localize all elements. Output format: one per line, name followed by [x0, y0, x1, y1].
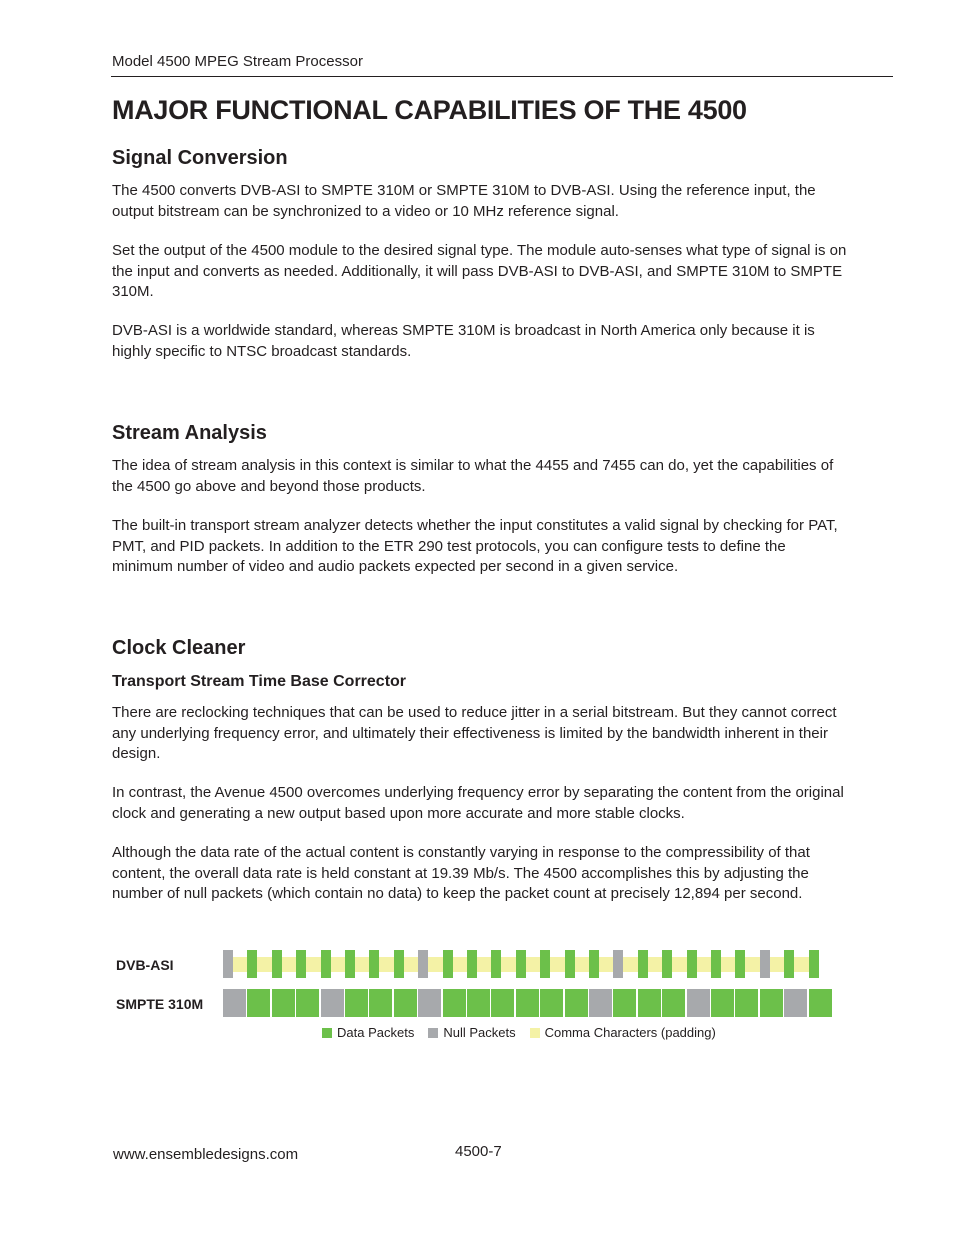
data-packet	[711, 950, 721, 978]
legend-item-null	[428, 1025, 515, 1040]
data-packet	[638, 989, 661, 1017]
comma-character-swatch	[530, 1028, 540, 1038]
data-packet	[809, 950, 819, 978]
null-packet-swatch	[428, 1028, 438, 1038]
null-packet	[321, 989, 344, 1017]
data-packet	[662, 950, 672, 978]
data-packet	[540, 950, 550, 978]
packet-diagram	[112, 945, 842, 1045]
data-packet	[467, 989, 490, 1017]
data-packet	[491, 989, 514, 1017]
data-packet	[589, 950, 599, 978]
clock-cleaner-heading: Clock Cleaner	[112, 637, 246, 659]
signal-conversion-heading: Signal Conversion	[112, 147, 288, 169]
null-packet	[223, 950, 233, 978]
null-packet	[223, 989, 246, 1017]
data-packet	[247, 950, 257, 978]
header-title: Model 4500 MPEG Stream Processor	[112, 53, 363, 70]
legend-label: Data Packets	[337, 1025, 415, 1040]
data-packet	[369, 950, 379, 978]
data-packet	[272, 989, 295, 1017]
legend-item-comma	[530, 1025, 716, 1040]
footer-url: www.ensembledesigns.com	[113, 1146, 299, 1163]
data-packet	[516, 989, 539, 1017]
data-packet	[565, 950, 575, 978]
data-packet	[760, 989, 783, 1017]
null-packet	[418, 989, 441, 1017]
null-packet	[687, 989, 710, 1017]
legend-label: Comma Characters (padding)	[544, 1025, 716, 1040]
stream-analysis-paragraph: The idea of stream analysis in this context is similar to what the 4455 and 7455 can do, yet the capabilities of the 4500 go above and beyond those products.	[112, 457, 834, 495]
page-title: MAJOR FUNCTIONAL CAPABILITIES OF THE 4500	[112, 95, 747, 125]
data-packet	[687, 950, 697, 978]
data-packet	[247, 989, 270, 1017]
data-packet	[516, 950, 526, 978]
data-packet	[369, 989, 392, 1017]
data-packet	[394, 950, 404, 978]
data-packet	[467, 950, 477, 978]
data-packet	[321, 950, 331, 978]
signal-conversion-paragraph: Set the output of the 4500 module to the desired signal type. The module auto-senses what type of signal is on the input and converts as needed. Additionally, it will pass DVB-ASI to DVB-ASI, and SMPTE 310M to SMPTE 310M.	[112, 242, 847, 300]
null-packet	[760, 950, 770, 978]
footer-page-number: 4500-7	[455, 1143, 502, 1160]
data-packet	[491, 950, 501, 978]
data-packet	[296, 950, 306, 978]
data-packet	[394, 989, 417, 1017]
data-packet	[638, 950, 648, 978]
data-packet	[735, 989, 758, 1017]
data-packet	[613, 989, 636, 1017]
clock-cleaner-paragraph: There are reclocking techniques that can be used to reduce jitter in a serial bitstream. But they cannot correct any underlying frequency error, and ultimately their effectiveness is limited by the bandwidth inherent in their design.	[112, 704, 837, 762]
data-packet	[345, 989, 368, 1017]
data-packet	[662, 989, 685, 1017]
null-packet	[589, 989, 612, 1017]
data-packet	[809, 989, 832, 1017]
null-packet	[418, 950, 428, 978]
signal-conversion-paragraph: DVB-ASI is a worldwide standard, whereas SMPTE 310M is broadcast in North America only because it is highly specific to NTSC broadcast standards.	[112, 322, 815, 360]
clock-cleaner-paragraph: Although the data rate of the actual content is constantly varying in response to the compressibility of that content, the overall data rate is held constant at 19.39 Mb/s. The 4500 accomplishes this by adjusting the number of null packets (which contain no data) to keep the packet count at precisely 12,894 per second.	[112, 844, 810, 902]
diagram-legend	[322, 1025, 730, 1040]
null-packet	[613, 950, 623, 978]
clock-cleaner-paragraph: In contrast, the Avenue 4500 overcomes underlying frequency error by separating the content from the original clock and generating a new output based upon more accurate and more stable clocks.	[112, 784, 844, 822]
header-divider	[111, 76, 893, 77]
data-packet	[272, 950, 282, 978]
null-packet	[784, 989, 807, 1017]
data-packet	[540, 989, 563, 1017]
stream-analysis-heading: Stream Analysis	[112, 422, 267, 444]
stream-analysis-paragraph: The built-in transport stream analyzer detects whether the input constitutes a valid signal by checking for PAT, PMT, and PID packets. In addition to the ETR 290 test protocols, you can configure tests to define the minimum number of video and audio packets expected per second in a given service.	[112, 517, 838, 575]
dvb-asi-label: DVB-ASI	[116, 957, 174, 973]
data-packet	[565, 989, 588, 1017]
data-packet	[443, 989, 466, 1017]
clock-cleaner-subheading: Transport Stream Time Base Corrector	[112, 673, 407, 690]
legend-item-data	[322, 1025, 414, 1040]
data-packet	[784, 950, 794, 978]
data-packet	[345, 950, 355, 978]
data-packet	[735, 950, 745, 978]
legend-label: Null Packets	[443, 1025, 516, 1040]
data-packet	[711, 989, 734, 1017]
smpte-310m-label: SMPTE 310M	[116, 996, 204, 1012]
data-packet	[443, 950, 453, 978]
data-packet-swatch	[322, 1028, 332, 1038]
data-packet	[296, 989, 319, 1017]
signal-conversion-paragraph: The 4500 converts DVB-ASI to SMPTE 310M or SMPTE 310M to DVB-ASI. Using the reference input, the output bitstream can be synchronized to a video or 10 MHz reference signal.	[112, 182, 816, 220]
